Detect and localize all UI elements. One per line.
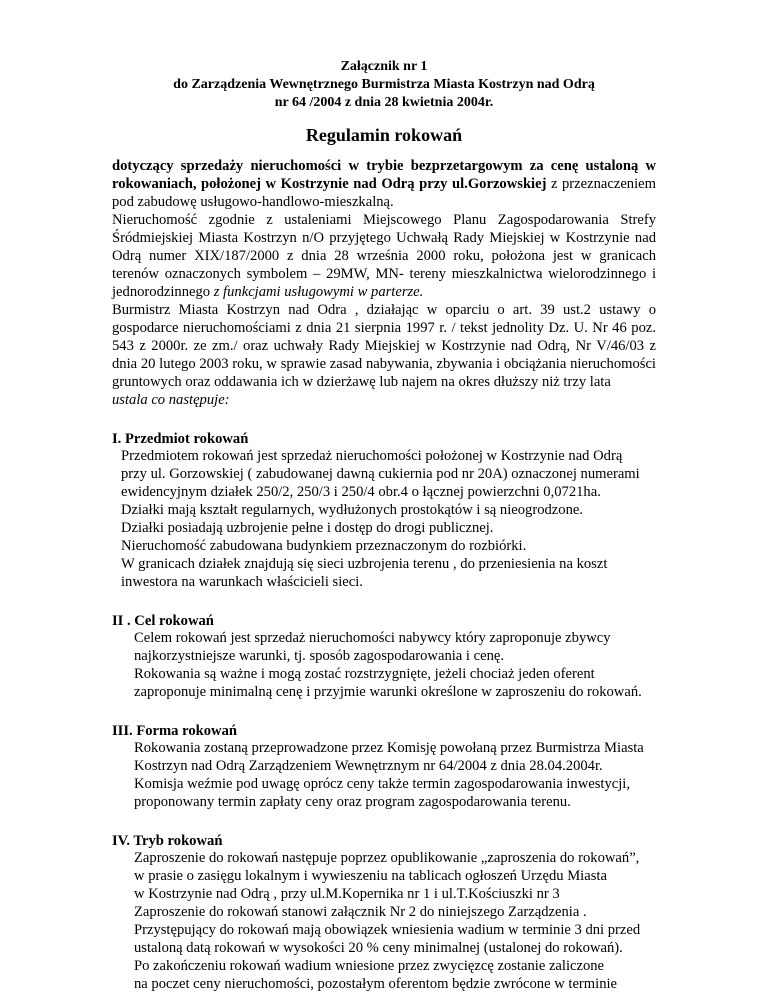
intro-line xyxy=(112,283,423,301)
section-line: Przedmiotem rokowań jest sprzedaż nieruchomości położonej w Kostrzynie nad Odrą xyxy=(121,448,623,464)
section-line: Zaproszenie do rokowań stanowi załącznik Nr 2 do niniejszego Zarządzenia . xyxy=(134,904,587,920)
attachment-number: Załącznik nr 1 xyxy=(340,59,428,74)
section-line: Działki posiadają uzbrojenie pełne i dostęp do drogi publicznej. xyxy=(121,520,494,536)
intro-line: Odrą numer XIX/187/2000 z dnia 28 września 2000 roku, położona jest w granicach xyxy=(112,248,656,264)
section-line: Przystępujący do rokowań mają obowiązek wniesienia wadium w terminie 3 dni przed xyxy=(134,922,641,938)
section-line: Rokowania są ważne i mogą zostać rozstrzygnięte, jeżeli chociaż jeden oferent xyxy=(134,666,595,682)
section-line: na poczet ceny nieruchomości, pozostałym oferentom będzie zwrócone w terminie xyxy=(134,976,618,992)
section-heading: I. Przedmiot rokowań xyxy=(112,431,249,447)
section-line: inwestora na warunkach właścicieli sieci. xyxy=(121,574,363,590)
intro-text: z przeznaczeniem xyxy=(546,176,656,192)
intro-line: Śródmiejskiej Miasta Kostrzyn n/O przyjętego Uchwałą Rady Miejskiej w Kostrzynie nad xyxy=(112,230,656,246)
intro-line: gospodarce nieruchomościami z dnia 21 sierpnia 1997 r. / tekst jednolity Dz. U. Nr 46 poz. xyxy=(112,320,656,336)
section-line: Po zakończeniu rokowań wadium wniesione przez zwycięzcę zostanie zaliczone xyxy=(134,958,605,974)
section-line: Celem rokowań jest sprzedaż nieruchomości nabywcy który zaproponuje zbywcy xyxy=(134,630,611,646)
section-heading: IV. Tryb rokowań xyxy=(112,833,223,849)
section-line: ustaloną datą rokowań w wysokości 20 % ceny minimalnej (ustalonej do rokowań). xyxy=(134,940,623,956)
section-line: Zaproszenie do rokowań następuje poprzez opublikowanie „zaproszenia do rokowań”, xyxy=(134,850,640,866)
section-line: w prasie o zasięgu lokalnym i wywieszeniu na tablicach ogłoszeń Urzędu Miasta xyxy=(134,868,607,884)
section-line: Rokowania zostaną przeprowadzone przez Komisję powołaną przez Burmistrza Miasta xyxy=(134,740,644,756)
intro-line: dnia 20 lutego 2003 roku, w sprawie zasad nabywania, zbywania i obciążania nieruchomości xyxy=(112,356,656,372)
intro-italic-text: z funkcjami usługowymi w parterze. xyxy=(213,284,424,300)
section-line: przy ul. Gorzowskiej ( zabudowanej dawną cukiernia pod nr 20A) oznaczonej numerami xyxy=(121,466,640,482)
intro-bold-text: rokowaniach, położonej w Kostrzynie nad Odrą przy ul.Gorzowskiej xyxy=(112,176,547,192)
intro-line: Burmistrz Miasta Kostrzyn nad Odra , działając w oparciu o art. 39 ust.2 ustawy o xyxy=(112,302,656,318)
intro-line: Nieruchomość zgodnie z ustaleniami Miejscowego Planu Zagospodarowania Strefy xyxy=(112,212,656,228)
section-line: Komisja weźmie pod uwagę oprócz ceny także termin zagospodarowania inwestycji, xyxy=(134,776,631,792)
attachment-reference: do Zarządzenia Wewnętrznego Burmistrza Miasta Kostrzyn nad Odrą xyxy=(173,77,595,92)
section-line: Kostrzyn nad Odrą Zarządzeniem Wewnętrznym nr 64/2004 z dnia 28.04.2004r. xyxy=(134,758,603,774)
section-line: najkorzystniejsze warunki, tj. sposób zagospodarowania i cenę. xyxy=(134,648,505,664)
intro-line: pod zabudowę usługowo-handlowo-mieszkalną. xyxy=(112,194,394,210)
section-line: ewidencyjnym działek 250/2, 250/3 i 250/4 obr.4 o łącznej powierzchni 0,0721ha. xyxy=(121,484,601,500)
intro-line: terenów oznaczonych symbolem – 29MW, MN- tereny mieszkalnictwa wielorodzinnego i xyxy=(112,266,656,282)
page-title: Regulamin rokowań xyxy=(305,125,463,145)
section-line: Nieruchomość zabudowana budynkiem przeznaczonym do rozbiórki. xyxy=(121,538,527,554)
intro-line: 543 z 2000r. ze zm./ oraz uchwały Rady Miejskiej w Kostrzynie nad Odrą, Nr V/46/03 z xyxy=(112,338,656,354)
section-line: zaproponuje minimalną cenę i przyjmie warunki określone w zaproszeniu do rokowań. xyxy=(134,684,642,700)
intro-line: ustala co następuje: xyxy=(112,392,230,408)
section-line: proponowany termin zapłaty ceny oraz program zagospodarowania terenu. xyxy=(134,794,571,810)
section-line: Działki mają kształt regularnych, wydłużonych prostokątów i są nieogrodzone. xyxy=(121,502,583,518)
intro-line: dotyczący sprzedaży nieruchomości w trybie bezprzetargowym za cenę ustaloną w xyxy=(112,158,656,174)
section-line: w Kostrzynie nad Odrą , przy ul.M.Kopernika nr 1 i ul.T.Kościuszki nr 3 xyxy=(134,886,560,902)
intro-text: jednorodzinnego xyxy=(112,284,214,300)
section-heading: II . Cel rokowań xyxy=(112,613,214,629)
section-line: W granicach działek znajdują się sieci uzbrojenia terenu , do przeniesienia na koszt xyxy=(121,556,608,572)
intro-line xyxy=(112,175,656,193)
attachment-date: nr 64 /2004 z dnia 28 kwietnia 2004r. xyxy=(274,95,494,110)
intro-line: gruntowych oraz oddawania ich w dzierżawę lub najem na okres dłuższy niż trzy lata xyxy=(112,374,611,390)
section-heading: III. Forma rokowań xyxy=(112,723,238,739)
